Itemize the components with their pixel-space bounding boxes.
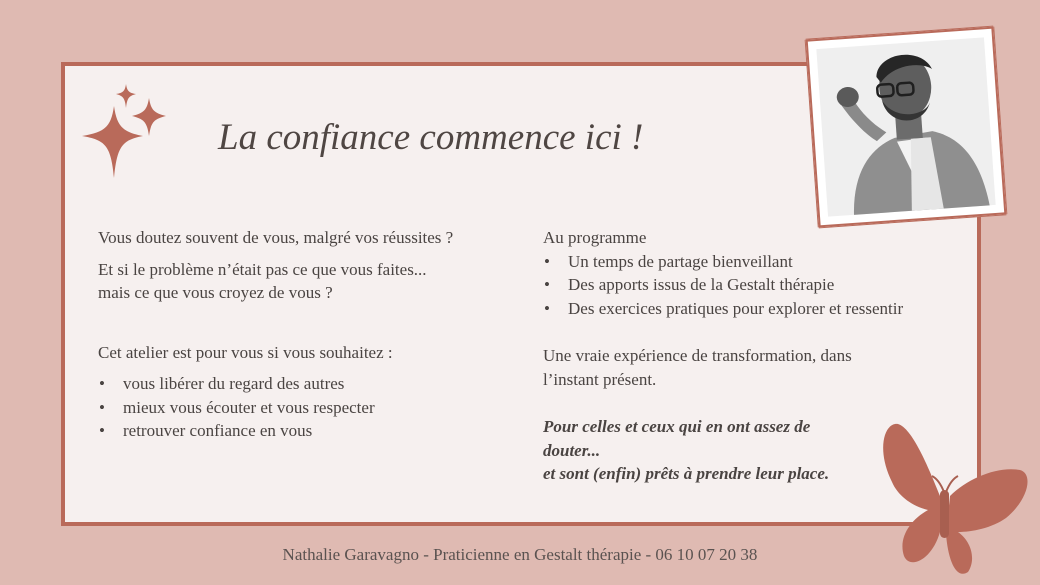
list-item: • Des apports issus de la Gestalt thérapie xyxy=(543,273,943,297)
page-title: La confiance commence ici ! xyxy=(218,117,644,158)
experience-text: Une vraie expérience de transformation, dans xyxy=(543,346,852,365)
list-item: • Des exercices pratiques pour explorer et ressentir xyxy=(543,297,943,321)
list-item: • mieux vous écouter et vous respecter xyxy=(98,396,518,420)
experience-text-2: l’instant présent. xyxy=(543,369,657,389)
audience-intro: Cet atelier est pour vous si vous souhaitez : xyxy=(98,342,393,362)
list-item: • Un temps de partage bienveillant xyxy=(543,250,943,274)
portrait-photo xyxy=(806,27,1007,228)
audience-list xyxy=(98,372,518,443)
question-text: Vous doutez souvent de vous, malgré vos réussites ? xyxy=(98,228,454,247)
intro-column xyxy=(98,226,518,443)
reflection-text-2: mais ce que vous croyez de vous ? xyxy=(98,283,333,302)
closing-text: Pour celles et ceux qui en ont assez de xyxy=(543,417,811,436)
sparkles-icon xyxy=(78,82,173,182)
closing-text-3: et sont (enfin) prêts à prendre leur place. xyxy=(543,464,830,483)
program-list xyxy=(543,250,943,321)
list-item: • retrouver confiance en vous xyxy=(98,419,518,443)
program-heading: Au programme xyxy=(543,228,647,247)
closing-text-2: douter... xyxy=(543,440,601,460)
list-item: • vous libérer du regard des autres xyxy=(98,372,518,396)
reflection-text: Et si le problème n’était pas ce que vous faites... xyxy=(98,259,427,279)
footer-contact: Nathalie Garavagno - Praticienne en Gestalt thérapie - 06 10 07 20 38 xyxy=(282,545,758,564)
